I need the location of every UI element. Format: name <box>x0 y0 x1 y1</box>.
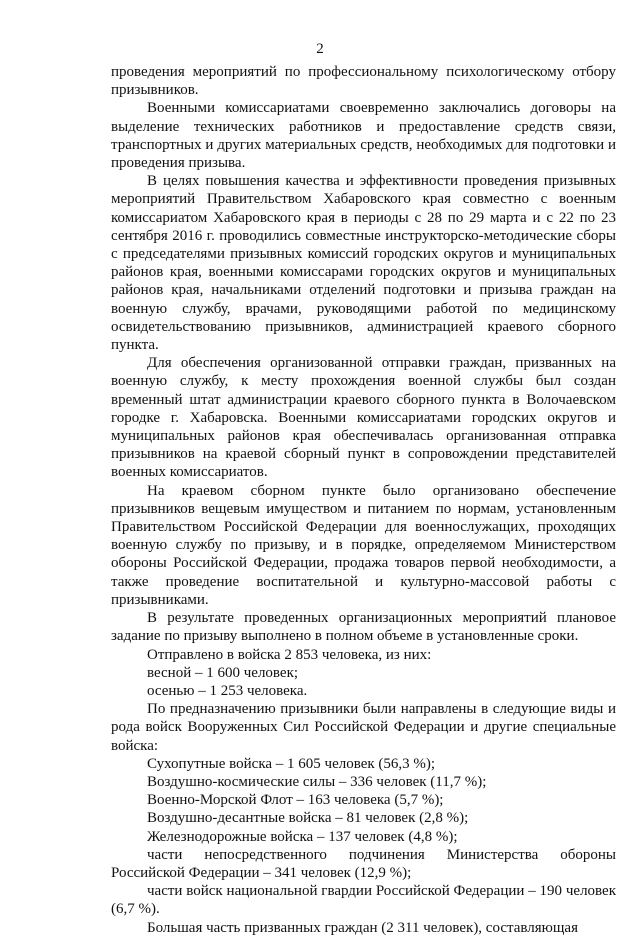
line-sent-total: Отправлено в войска 2 853 человека, из них: <box>147 646 432 663</box>
list-item-railway-troops: Железнодорожные войска – 137 человек (4,8 %); <box>147 828 458 845</box>
paragraph-commissariats-contracts: Военными комиссариатами своевременно заключались договоры на выделение технических работников и предоставление средств связи, транспортных и других материальных средств, необходимых для подготовки и проведения призыва. <box>111 100 616 172</box>
paragraph-training-sessions: В целях повышения качества и эффективности проведения призывных мероприятий Правительством Хабаровского края совместно с военным комиссариатом Хабаровского края в периоды с 28 по 29 марта и с 22 по 23 сентября 2016 г. проводились совместные инструкторско-методические сборы с председателями призывных комиссий городских округов и муниципальных районов края, военными комиссарами городских округов и муниципальных районов края, начальниками отделений подготовки и призыва граждан на военную службу, врачами, руководящими работой по медицинскому освидетельствованию призывников, администрацией краевого сборного пункта. <box>111 173 616 354</box>
document-body <box>111 63 616 937</box>
list-item-ministry-units: части непосредственного подчинения Министерства обороны Российской Федерации – 341 человек (12,9 %); <box>111 846 616 881</box>
paragraph-assembly-point-provision: На краевом сборном пункте было организовано обеспечение призывников вещевым имуществом и питанием по нормам, установленным Правительством Российской Федерации для военнослужащих, проходящих военную службу по призыву, и в порядке, определяемом Министерством обороны Российской Федерации, продажа товаров первой необходимости, а также проведение воспитательной и культурно-массовой работы с призывниками. <box>111 482 616 608</box>
list-item-navy: Военно-Морской Флот – 163 человека (5,7 %); <box>147 792 444 809</box>
list-item-national-guard: части войск национальной гвардии Российской Федерации – 190 человек (6,7 %). <box>111 883 616 918</box>
paragraph-dispatch-organization: Для обеспечения организованной отправки граждан, призванных на военную службу, к месту прохождения военной службы был создан временный штат администрации краевого сборного пункта в Волочаевском городке г. Хабаровска. Военными комиссариатами городских округов и муниципальных районов края обеспечивалась организованная отправка призывников на краевой сборный пункт в сопровождении представителей военных комиссариатов. <box>111 355 616 481</box>
paragraph-majority-start: Большая часть призванных граждан (2 311 человек), составляющая <box>147 919 578 936</box>
list-item-airborne-troops: Воздушно-десантные войска – 81 человек (2,8 %); <box>147 810 469 827</box>
list-item-ground-forces: Сухопутные войска – 1 605 человек (56,3 %); <box>147 755 436 772</box>
paragraph-continuation: проведения мероприятий по профессиональному психологическому отбору призывников. <box>111 64 616 99</box>
line-autumn-count: осенью – 1 253 человека. <box>147 682 308 699</box>
list-item-aerospace-forces: Воздушно-космические силы – 336 человек (11,7 %); <box>147 773 487 790</box>
page-number: 2 <box>316 41 324 57</box>
line-spring-count: весной – 1 600 человек; <box>147 664 299 681</box>
paragraph-plan-fulfilled: В результате проведенных организационных мероприятий плановое задание по призыву выполнено в полном объеме в установленные сроки. <box>111 610 616 645</box>
paragraph-assignment-intro: По предназначению призывники были направлены в следующие виды и рода войск Вооруженных Сил Российской Федерации и другие специальные войска: <box>111 701 616 754</box>
